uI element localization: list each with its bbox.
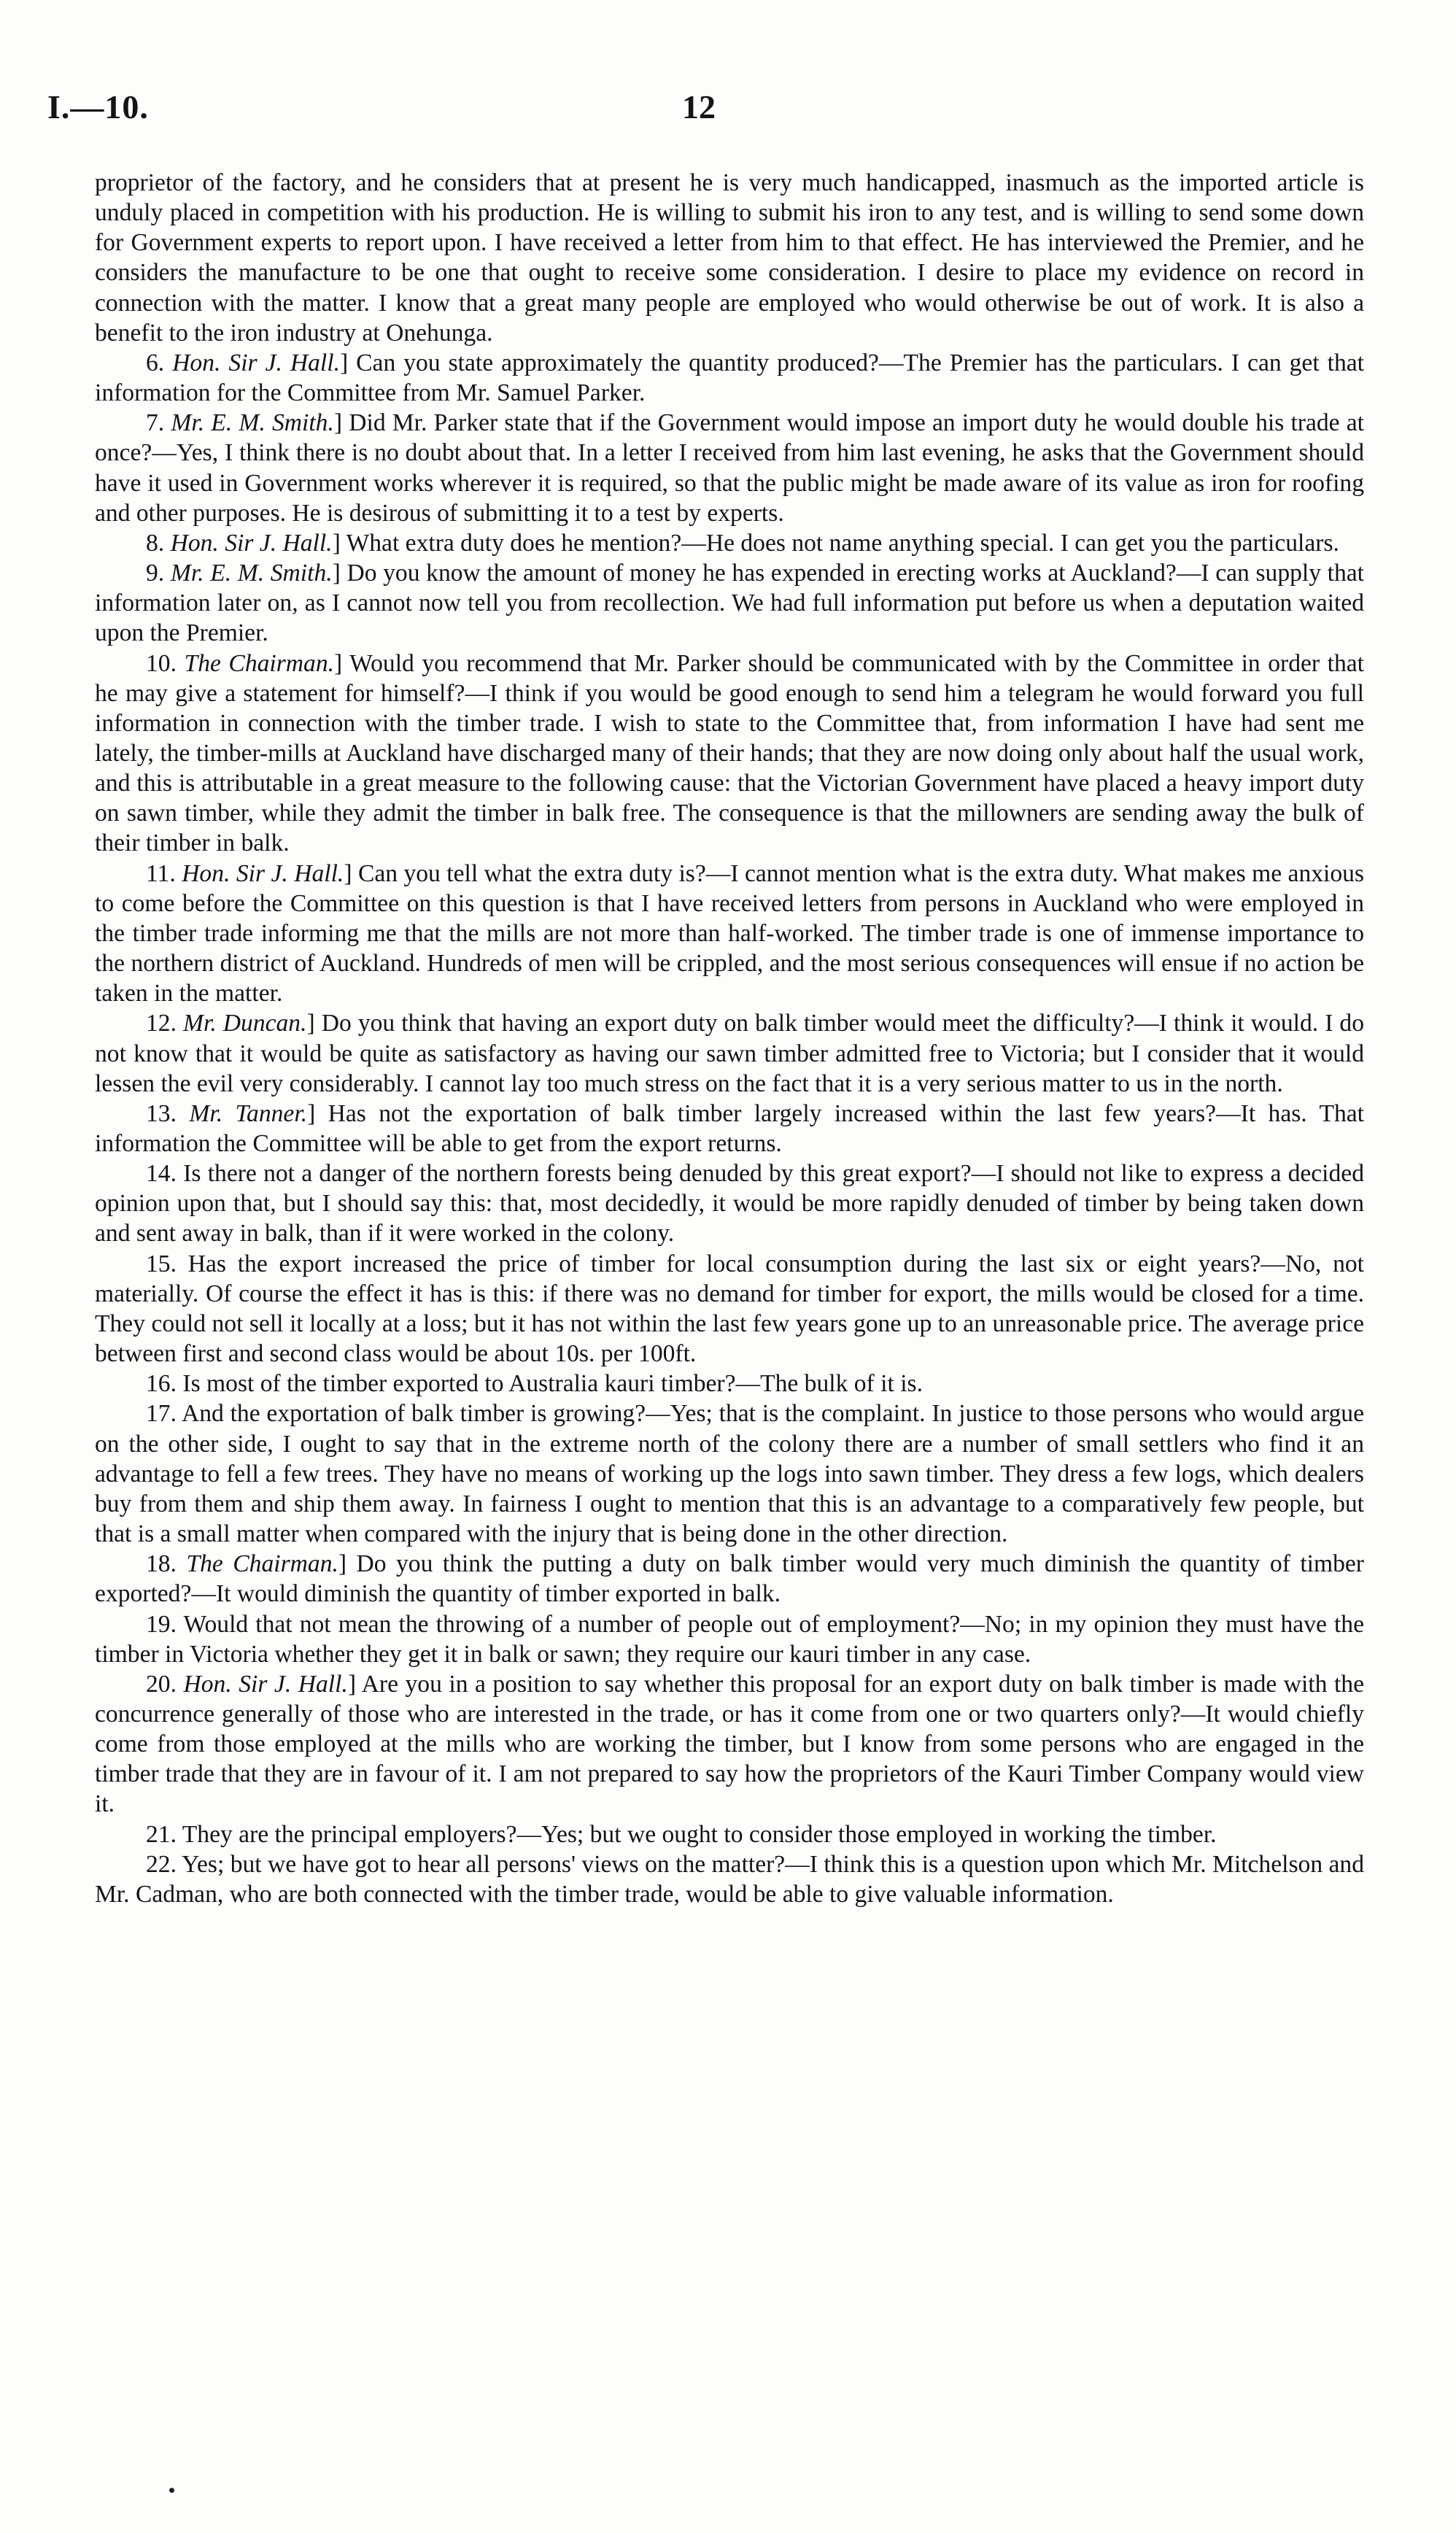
question-number: 9. bbox=[146, 560, 165, 587]
question-answer-text: Is there not a danger of the northern forests being denuded by this great export?—I should not like to express a decided opinion upon that, but I should say this: that, most decidedly, it would be more rapidly denuded of timber by being taken down and sent away in balk, than if it were worked in the colony. bbox=[95, 1160, 1364, 1248]
evidence-paragraph: 12. Mr. Duncan.] Do you think that having an export duty on balk timber would meet the difficulty?—I think it would. I do not know that it would be quite as satisfactory as having our sawn timber admitted free to Victoria; but I consider that it would lessen the evil very considerably. I cannot lay too much stress on the fact that it is a very serious matter to us in the north. bbox=[95, 1010, 1364, 1097]
speaker-name: Hon. Sir J. Hall. bbox=[182, 859, 344, 887]
speaker-name: Hon. Sir J. Hall. bbox=[170, 529, 333, 557]
evidence-paragraph bbox=[95, 1849, 1364, 1909]
question-answer-text: Has not the exportation of balk timber largely increased within the last few years?—It has. That information the Committee will be able to get from the export returns. bbox=[95, 1099, 1365, 1157]
question-answer-text: Would that not mean the throwing of a number of people out of employment?—No; in my opinion they must have the timber in Victoria whether they get it in balk or sawn; they require our kauri timber in any case. bbox=[95, 1610, 1365, 1668]
question-number: 22. bbox=[146, 1850, 177, 1878]
speaker-name: Mr. Tanner. bbox=[189, 1099, 308, 1127]
question-answer-text: Can you state approximately the quantity produced?—The Premier has the particulars. I can get that information for the Committee from Mr. Samuel Parker. bbox=[95, 349, 1364, 407]
question-answer-text: Do you think that having an export duty on balk timber would meet the difficulty?—I think it would. I do not know that it would be quite as satisfactory as having our sawn timber admitted free to Victoria; but I consider that it would lessen the evil very considerably. I cannot lay too much stress on the fact that it is a very serious matter to us in the north. bbox=[95, 1010, 1364, 1097]
question-answer-text: Did Mr. Parker state that if the Government would impose an import duty he would double his trade at once?—Yes, I think there is no doubt about that. In a letter I received from him last evening, he asks that the Government should have it used in Government works wherever it is required, so that the public might be made aware of its value as iron for roofing and other purposes. He is desirous of submitting it to a test by experts. bbox=[95, 409, 1365, 527]
question-answer-text: And the exportation of balk timber is growing?—Yes; that is the complaint. In justice to those persons who would argue on the other side, I ought to say that in the extreme north of the colony there are a number of small settlers who find it an advantage to fell a few trees. They have no means of working up the logs into sawn timber. They dress a few logs, which dealers buy from them and ship them away. In fairness I ought to mention that this is an advantage to a comparatively few people, but that is a small matter when compared with the injury that is being done in the other direction. bbox=[95, 1400, 1364, 1548]
evidence-text bbox=[95, 168, 1364, 1909]
document-reference: I.—10. bbox=[47, 88, 149, 125]
speaker-name: The Chairman. bbox=[186, 1550, 338, 1578]
question-number: 10. bbox=[146, 649, 177, 677]
question-number: 7. bbox=[146, 409, 165, 437]
question-number: 14. bbox=[146, 1160, 177, 1188]
page-number: 12 bbox=[682, 88, 716, 125]
evidence-paragraph: 9. Mr. E. M. Smith.] Do you know the amount of money he has expended in erecting works at Auckland?—I can supply that information later on, as I cannot now tell you from recollection. We had full information put before us when a deputation waited upon the Premier. bbox=[95, 560, 1365, 647]
question-number: 18. bbox=[146, 1550, 177, 1578]
evidence-paragraph: 13. Mr. Tanner.] Has not the exportation of balk timber largely increased within the last few years?—It has. That information the Committee will be able to get from the export returns. bbox=[95, 1099, 1365, 1157]
question-number: 17. bbox=[146, 1400, 177, 1428]
question-number: 8. bbox=[146, 529, 165, 557]
question-answer-text: Is most of the timber exported to Australia kauri timber?—The bulk of it is. bbox=[182, 1370, 923, 1398]
question-answer-text: They are the principal employers?—Yes; but we ought to consider those employed in working the timber. bbox=[182, 1820, 1217, 1848]
question-number: 21. bbox=[146, 1820, 177, 1848]
evidence-paragraph bbox=[95, 1249, 1364, 1369]
speaker-name: Mr. E. M. Smith. bbox=[170, 560, 333, 587]
intro-paragraph: proprietor of the factory, and he considers that at present he is very much handicapped, inasmuch as the imported article is unduly placed in competition with his production. He is willing to submit his iron to any test, and is willing to send some down for Government experts to report upon. I have received a letter from him to that effect. He has interviewed the Premier, and he considers the manufacture to be one that ought to receive some consideration. I desire to place my evidence on record in connection with the matter. I know that a great many people are employed who would otherwise be out of work. It is also a benefit to the iron industry at Onehunga. bbox=[95, 169, 1364, 347]
evidence-paragraph bbox=[95, 1399, 1364, 1549]
question-answer-text: Can you tell what the extra duty is?—I cannot mention what is the extra duty. What makes me anxious to come before the Committee on this question is that I have received letters from persons in Auckland who were employed in the timber trade informing me that the mills are not more than half-worked. The timber trade is one of immense importance to the northern district of Auckland. Hundreds of men will be crippled, and the most serious consequences will ensue if no action be taken in the matter. bbox=[95, 859, 1364, 1008]
evidence-paragraph: 8. Hon. Sir J. Hall.] What extra duty does he mention?—He does not name anything special. I can get you the particulars. bbox=[146, 529, 1339, 557]
question-answer-text: Do you know the amount of money he has expended in erecting works at Auckland?—I can supply that information later on, as I cannot now tell you from recollection. We had full information put before us when a deputation waited upon the Premier. bbox=[95, 560, 1365, 647]
evidence-paragraph bbox=[95, 1609, 1364, 1669]
question-number: 12. bbox=[146, 1010, 177, 1037]
evidence-paragraph: 20. Hon. Sir J. Hall.] Are you in a position to say whether this proposal for an export duty on balk timber is made with the concurrence generally of those who are interested in the trade, or has it come from one or two quarters only?—It would chiefly come from those employed at the mills who are working the timber, but I know from some persons who are engaged in the timber trade that they are in favour of it. I am not prepared to say how the proprietors of the Kauri Timber Company would view it. bbox=[95, 1670, 1364, 1818]
question-answer-text: Yes; but we have got to hear all persons' views on the matter?—I think this is a question upon which Mr. Mitchelson and Mr. Cadman, who are both connected with the timber trade, would be able to give valuable information. bbox=[95, 1850, 1364, 1908]
question-answer-text: Do you think the putting a duty on balk timber would very much diminish the quantity of timber exported?—It would diminish the quantity of timber exported in balk. bbox=[95, 1550, 1364, 1608]
evidence-paragraph bbox=[95, 1819, 1364, 1849]
speaker-name: Hon. Sir J. Hall. bbox=[183, 1670, 348, 1698]
question-answer-text: Would you recommend that Mr. Parker should be communicated with by the Committee in order that he may give a statement for himself?—I think if you would be good enough to send him a telegram he would forward you full information in connection with the timber trade. I wish to state to the Committee that, from information I have had sent me lately, the timber-mills at Auckland have discharged many of their hands; that they are now doing only about half the usual work, and this is attributable in a great measure to the following cause: that the Victorian Government have placed a heavy import duty on sawn timber, while they admit the timber in balk free. The consequence is that the millowners are sending away the bulk of their timber in balk. bbox=[95, 649, 1364, 857]
question-number: 20. bbox=[146, 1670, 177, 1698]
speaker-name: Mr. E. M. Smith. bbox=[171, 409, 334, 437]
question-number: 11. bbox=[146, 859, 176, 887]
question-number: 19. bbox=[146, 1610, 177, 1638]
speaker-name: Hon. Sir J. Hall. bbox=[172, 349, 340, 376]
evidence-paragraph bbox=[95, 1369, 1364, 1399]
question-number: 13. bbox=[146, 1099, 177, 1127]
evidence-paragraph: 11. Hon. Sir J. Hall.] Can you tell what the extra duty is?—I cannot mention what is the extra duty. What makes me anxious to come before the Committee on this question is that I have received letters from persons in Auckland who were employed in the timber trade informing me that the mills are not more than half-worked. The timber trade is one of immense importance to the northern district of Auckland. Hundreds of men will be crippled, and the most serious consequences will ensue if no action be taken in the matter. bbox=[95, 859, 1364, 1008]
question-number: 6. bbox=[146, 349, 165, 376]
question-answer-text: Are you in a position to say whether this proposal for an export duty on balk timber is made with the concurrence generally of those who are interested in the trade, or has it come from one or two quarters only?—It would chiefly come from those employed at the mills who are working the timber, but I know from some persons who are engaged in the timber trade that they are in favour of it. I am not prepared to say how the proprietors of the Kauri Timber Company would view it. bbox=[95, 1670, 1364, 1818]
evidence-paragraph: 6. Hon. Sir J. Hall.] Can you state approximately the quantity produced?—The Premier has the particulars. I can get that information for the Committee from Mr. Samuel Parker. bbox=[95, 349, 1364, 407]
evidence-paragraph: 18. The Chairman.] Do you think the putting a duty on balk timber would very much diminish the quantity of timber exported?—It would diminish the quantity of timber exported in balk. bbox=[95, 1550, 1364, 1608]
page-header bbox=[0, 88, 1456, 139]
question-number: 15. bbox=[146, 1250, 177, 1277]
evidence-paragraph: 7. Mr. E. M. Smith.] Did Mr. Parker state that if the Government would impose an import duty he would double his trade at once?—Yes, I think there is no doubt about that. In a letter I received from him last evening, he asks that the Government should have it used in Government works wherever it is required, so that the public might be made aware of its value as iron for roofing and other purposes. He is desirous of submitting it to a test by experts. bbox=[95, 409, 1365, 527]
evidence-paragraph: 10. The Chairman.] Would you recommend that Mr. Parker should be communicated with by the Committee in order that he may give a statement for himself?—I think if you would be good enough to send him a telegram he would forward you full information in connection with the timber trade. I wish to state to the Committee that, from information I have had sent me lately, the timber-mills at Auckland have discharged many of their hands; that they are now doing only about half the usual work, and this is attributable in a great measure to the following cause: that the Victorian Government have placed a heavy import duty on sawn timber, while they admit the timber in balk free. The consequence is that the millowners are sending away the bulk of their timber in balk. bbox=[95, 649, 1364, 857]
evidence-paragraph bbox=[95, 1159, 1364, 1248]
speaker-name: The Chairman. bbox=[184, 649, 335, 677]
question-answer-text: Has the export increased the price of timber for local consumption during the last six or eight years?—No, not materially. Of course the effect it has is this: if there was no demand for timber for export, the mills would be closed for a time. They could not sell it locally at a loss; but it has not within the last few years gone up to an unreasonable price. The average price between first and second class would be about 10s. per 100ft. bbox=[95, 1250, 1364, 1368]
question-number: 16. bbox=[146, 1370, 177, 1398]
speaker-name: Mr. Duncan. bbox=[183, 1010, 307, 1037]
question-answer-text: What extra duty does he mention?—He does not name anything special. I can get you the particulars. bbox=[346, 529, 1339, 557]
ink-speck bbox=[169, 2488, 174, 2493]
